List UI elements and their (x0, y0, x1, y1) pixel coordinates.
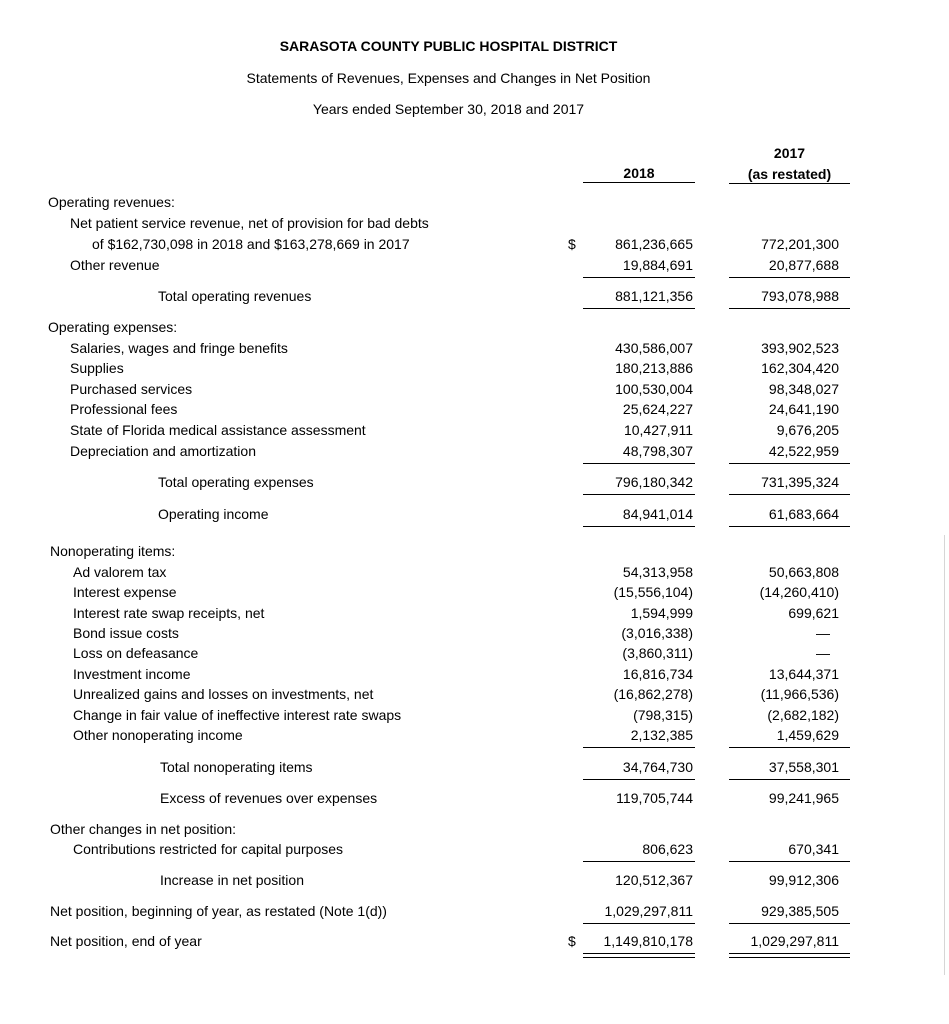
value-total-operating-expenses-2017: 731,395,324 (761, 474, 839, 490)
column-header-2017-year: 2017 (773, 145, 806, 161)
value-expense-2018: 25,624,227 (622, 401, 693, 417)
value-expense-2018: 180,213,886 (615, 360, 693, 376)
row-label-nonoperating: Bond issue costs (73, 625, 179, 641)
row-label-expense: Salaries, wages and fringe benefits (70, 340, 288, 356)
row-label-expense: Depreciation and amortization (70, 443, 256, 459)
rule-line (729, 779, 850, 780)
value-nonoperating-2018: 54,313,958 (622, 564, 693, 580)
rule-line (583, 526, 695, 527)
value-nonoperating-2018: (3,016,338) (621, 625, 693, 641)
rule-line (729, 747, 850, 748)
value-operating-income-2017: 61,683,664 (768, 506, 839, 522)
row-label-nps-line2: of $162,730,098 in 2018 and $163,278,669 in 2017 (92, 236, 410, 252)
row-label-expense: State of Florida medical assistance assessment (70, 422, 366, 438)
row-label-total-operating-expenses: Total operating expenses (158, 474, 314, 490)
section-heading-other-changes: Other changes in net position: (50, 821, 237, 837)
column-header-2018 (583, 164, 695, 183)
row-label-nonoperating: Other nonoperating income (73, 727, 243, 743)
value-other-revenue-2017: 20,877,688 (768, 257, 839, 273)
row-label-nonoperating: Unrealized gains and losses on investments, net (73, 686, 374, 702)
rule-line (583, 308, 695, 309)
value-expense-2018: 430,586,007 (615, 340, 693, 356)
value-nonoperating-2017: 50,663,808 (768, 564, 839, 580)
value-nonoperating-2018: (15,556,104) (613, 584, 693, 600)
row-label-nonoperating: Loss on defeasance (73, 645, 199, 661)
report-title: SARASOTA COUNTY PUBLIC HOSPITAL DISTRICT (279, 38, 618, 54)
row-label-other-revenue: Other revenue (70, 257, 160, 273)
page-edge-divider (944, 535, 945, 975)
value-expense-2018: 100,530,004 (615, 381, 693, 397)
currency-symbol: $ (568, 236, 576, 252)
row-label-increase-net-position: Increase in net position (160, 872, 304, 888)
value-nonoperating-2017: — (816, 645, 830, 661)
value-nps-2017: 772,201,300 (761, 236, 839, 252)
row-label-nonoperating: Investment income (73, 666, 191, 682)
value-nonoperating-2017: (11,966,536) (760, 686, 839, 702)
report-period: Years ended September 30, 2018 and 2017 (312, 101, 585, 117)
double-rule-line (583, 957, 695, 958)
rule-line (583, 277, 695, 278)
value-increase-net-position-2018: 120,512,367 (615, 872, 693, 888)
value-total-nonoperating-2017: 37,558,301 (768, 759, 839, 775)
row-label-expense: Supplies (70, 360, 124, 376)
value-net-position-beginning-2017: 929,385,505 (761, 903, 839, 919)
row-label-contributions: Contributions restricted for capital purposes (73, 841, 344, 857)
value-nonoperating-2018: 2,132,385 (630, 727, 693, 743)
row-label-nps-line1: Net patient service revenue, net of provision for bad debts (70, 215, 429, 231)
value-net-position-end-2017: 1,029,297,811 (750, 933, 839, 949)
value-contributions-2017: 670,341 (788, 841, 839, 857)
value-nonoperating-2017: (14,260,410) (759, 584, 839, 600)
section-heading-operating-expenses: Operating expenses: (48, 319, 178, 335)
rule-line (583, 861, 695, 862)
value-net-position-beginning-2018: 1,029,297,811 (604, 903, 693, 919)
value-nps-2018: 861,236,665 (615, 236, 693, 252)
value-nonoperating-2018: (798,315) (633, 707, 693, 723)
value-excess-revenues-2018: 119,705,744 (616, 790, 693, 806)
row-label-nonoperating: Interest expense (73, 584, 177, 600)
value-excess-revenues-2017: 99,241,965 (768, 790, 839, 806)
value-operating-income-2018: 84,941,014 (622, 506, 693, 522)
row-label-nonoperating: Change in fair value of ineffective interest rate swaps (73, 707, 402, 723)
value-total-operating-revenues-2017: 793,078,988 (761, 288, 839, 304)
value-expense-2017: 393,902,523 (761, 340, 839, 356)
row-label-nonoperating: Interest rate swap receipts, net (73, 605, 265, 621)
section-heading-nonoperating: Nonoperating items: (50, 543, 176, 559)
rule-line (729, 923, 850, 924)
value-other-revenue-2018: 19,884,691 (622, 257, 693, 273)
row-label-nonoperating: Ad valorem tax (73, 564, 167, 580)
row-label-total-operating-revenues: Total operating revenues (158, 288, 312, 304)
row-label-net-position-beginning: Net position, beginning of year, as restated (Note 1(d)) (50, 903, 387, 919)
value-total-operating-revenues-2018: 881,121,356 (615, 288, 693, 304)
value-nonoperating-2017: 13,644,371 (768, 666, 839, 682)
double-rule-line (729, 957, 850, 958)
row-label-expense: Professional fees (70, 401, 178, 417)
report-subtitle: Statements of Revenues, Expenses and Changes in Net Position (246, 70, 651, 86)
value-total-operating-expenses-2018: 796,180,342 (615, 474, 693, 490)
rule-line (583, 747, 695, 748)
rule-line (583, 463, 695, 464)
column-header-2017 (729, 144, 850, 184)
value-net-position-end-2018: 1,149,810,178 (603, 933, 693, 949)
column-header-2017-note: (as restated) (729, 165, 850, 184)
rule-line (729, 463, 850, 464)
value-contributions-2018: 806,623 (642, 841, 693, 857)
value-expense-2017: 42,522,959 (768, 443, 839, 459)
rule-line (729, 308, 850, 309)
value-expense-2018: 48,798,307 (622, 443, 693, 459)
rule-line (729, 526, 850, 527)
value-expense-2017: 162,304,420 (761, 360, 839, 376)
value-expense-2017: 9,676,205 (776, 422, 839, 438)
value-nonoperating-2017: 1,459,629 (776, 727, 839, 743)
double-rule-line (729, 953, 850, 954)
section-heading-operating-revenues: Operating revenues: (48, 194, 175, 210)
value-total-nonoperating-2018: 34,764,730 (622, 759, 693, 775)
value-nonoperating-2017: 699,621 (788, 605, 839, 621)
value-nonoperating-2018: 1,594,999 (630, 605, 693, 621)
rule-line (583, 923, 695, 924)
currency-symbol: $ (568, 933, 576, 949)
rule-line (729, 494, 850, 495)
row-label-excess-revenues: Excess of revenues over expenses (160, 790, 378, 806)
double-rule-line (583, 953, 695, 954)
value-increase-net-position-2017: 99,912,306 (768, 872, 839, 888)
rule-line (729, 277, 850, 278)
rule-line (583, 494, 695, 495)
row-label-net-position-end: Net position, end of year (50, 933, 202, 949)
value-nonoperating-2017: (2,682,182) (767, 707, 839, 723)
rule-line (583, 779, 695, 780)
value-expense-2018: 10,427,911 (623, 422, 693, 438)
value-nonoperating-2018: (16,862,278) (613, 686, 693, 702)
row-label-expense: Purchased services (70, 381, 193, 397)
rule-line (729, 861, 850, 862)
value-expense-2017: 24,641,190 (768, 401, 839, 417)
value-nonoperating-2017: — (816, 625, 830, 641)
row-label-operating-income: Operating income (158, 506, 269, 522)
column-header-2018-label: 2018 (583, 164, 695, 183)
value-nonoperating-2018: (3,860,311) (622, 645, 693, 661)
value-expense-2017: 98,348,027 (768, 381, 839, 397)
value-nonoperating-2018: 16,816,734 (622, 666, 693, 682)
row-label-total-nonoperating: Total nonoperating items (160, 759, 313, 775)
